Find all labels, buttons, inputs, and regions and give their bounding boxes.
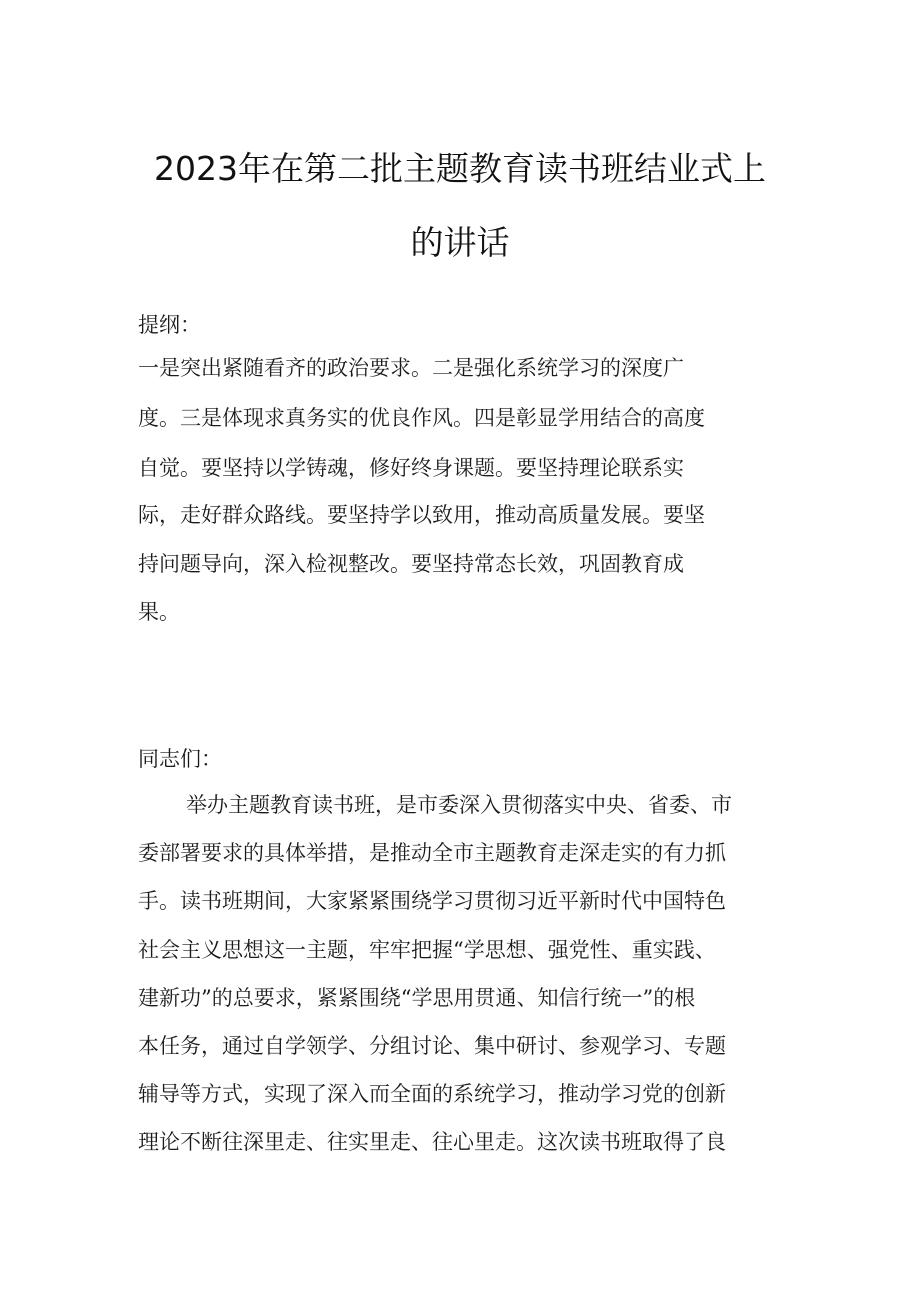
paragraph-line: 委部署要求的具体举措，是推动全市主题教育走深走实的有力抓	[138, 841, 726, 865]
outline-line: 度。三是体现求真务实的优良作风。四是彰显学用结合的高度	[138, 406, 705, 430]
outline-line: 自觉。要坚持以学铸魂，修好终身课题。要坚持理论联系实	[138, 456, 684, 480]
paragraph-line: 本任务，通过自学领学、分组讨论、集中研讨、参观学习、专题	[138, 1034, 726, 1058]
document-title-line-1: 2023年在第二批主题教育读书班结业式上	[154, 149, 766, 188]
paragraph-line: 举办主题教育读书班，是市委深入贯彻落实中央、省委、市	[186, 793, 732, 817]
outline-line: 一是突出紧随看齐的政治要求。二是强化系统学习的深度广	[138, 356, 684, 380]
paragraph-line: 辅导等方式，实现了深入而全面的系统学习，推动学习党的创新	[138, 1082, 726, 1106]
outline-line: 际，走好群众路线。要坚持学以致用，推动高质量发展。要坚	[138, 503, 705, 527]
document-title-line-2: 的讲话	[410, 223, 510, 262]
paragraph-line: 建新功”的总要求，紧紧围绕“学思用贯通、知信行统一”的根	[138, 986, 696, 1010]
outline-label: 提纲：	[138, 313, 201, 337]
paragraph-line: 社会主义思想这一主题，牢牢把握“学思想、强党性、重实践、	[138, 938, 716, 962]
salutation: 同志们：	[138, 747, 222, 771]
outline-line: 持问题导向，深入检视整改。要坚持常态长效，巩固教育成	[138, 552, 684, 576]
paragraph-line: 手。读书班期间，大家紧紧围绕学习贯彻习近平新时代中国特色	[138, 889, 726, 913]
paragraph-line: 理论不断往深里走、往实里走、往心里走。这次读书班取得了良	[138, 1130, 726, 1154]
outline-line: 果。	[138, 600, 180, 624]
